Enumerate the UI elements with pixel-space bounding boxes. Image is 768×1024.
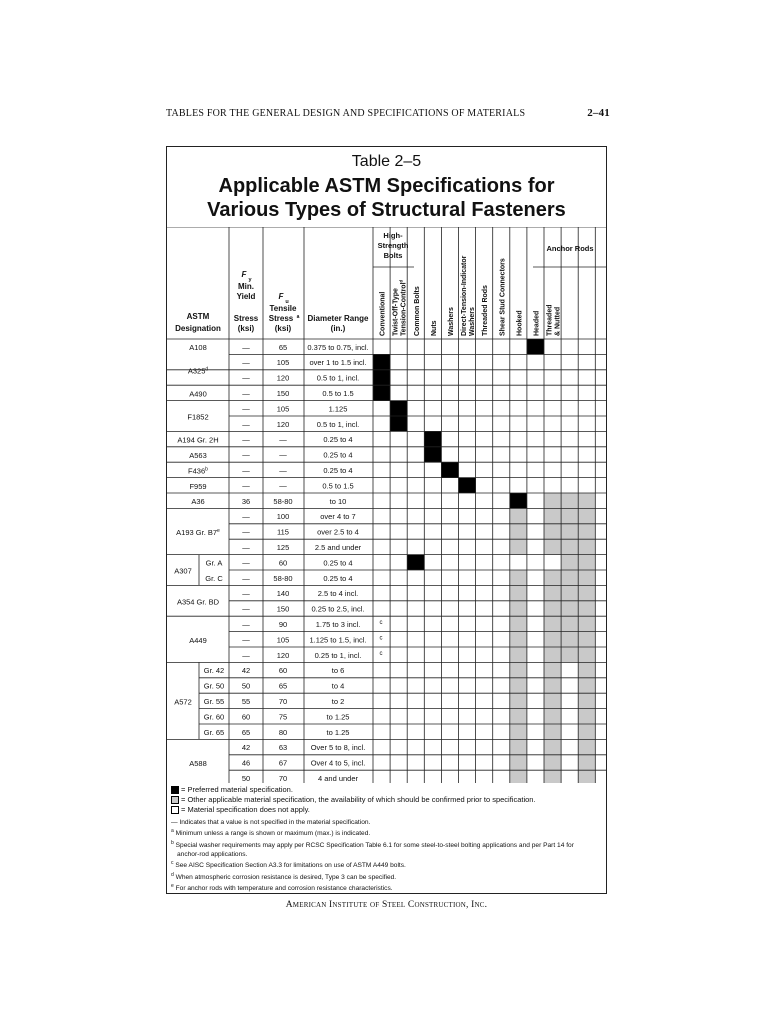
footnote-text: When atmospheric corrosion resistance is desired, Type 3 can be specified. — [175, 873, 397, 881]
preferred-cell — [527, 339, 544, 354]
other-cell — [544, 647, 561, 662]
footnote — [171, 871, 603, 883]
fu-value: 70 — [278, 774, 288, 783]
other-cell — [578, 647, 595, 662]
footnote-text: — Indicates that a value is not specified in the material specification. — [171, 819, 371, 826]
preferred-cell — [424, 447, 441, 462]
fu-value: — — [279, 466, 287, 475]
footnote-marker: e — [171, 883, 174, 890]
fu-header: F — [278, 292, 284, 301]
diameter-value: to 1.25 — [326, 712, 350, 722]
diameter-value: to 6 — [331, 666, 345, 676]
footnote-text: Special washer requirements may apply per RCSC Specification Table 6.1 for some steel-to-steel bolting applications and per Part 14 for — [175, 842, 574, 850]
fastener-type-superscript: d — [398, 279, 404, 283]
other-cell — [544, 693, 561, 708]
fy-value: — — [242, 466, 250, 475]
other-cell — [578, 601, 595, 616]
other-cell — [544, 493, 561, 508]
other-cell — [544, 601, 561, 616]
designation-label: A194 Gr. 2H — [177, 435, 219, 445]
fy-value: 60 — [241, 712, 251, 722]
designation-label: A449 — [189, 635, 207, 645]
fu-value: 60 — [278, 558, 288, 568]
designation-label: A307 — [174, 566, 192, 576]
diameter-value: 1.75 to 3 incl. — [315, 620, 361, 629]
fu-value: 65 — [278, 681, 288, 691]
other-cell — [578, 755, 595, 770]
fy-value: — — [242, 527, 250, 537]
preferred-cell — [407, 555, 424, 570]
other-cell — [510, 678, 527, 693]
other-cell — [544, 508, 561, 523]
other-cell — [510, 508, 527, 523]
other-cell — [544, 739, 561, 754]
diameter-value: to 1.25 — [326, 727, 350, 737]
diameter-value: to 4 — [331, 681, 345, 691]
designation-label: A193 Gr. B7e — [176, 528, 220, 537]
legend-preferred-text: = Preferred material specification. — [181, 785, 293, 794]
fu-value: 115 — [277, 527, 289, 537]
fu-header: (ksi) — [274, 324, 292, 333]
preferred-cell — [373, 370, 390, 385]
footnote — [171, 851, 603, 859]
fastener-type-header: Conventional — [379, 291, 387, 336]
fy-value: 42 — [241, 743, 251, 753]
legend-other-text: = Other applicable material specification, the availability of which should be confirmed prior to specification. — [181, 795, 536, 804]
other-cell — [544, 585, 561, 600]
fu-value: 105 — [276, 635, 290, 645]
fu-value: 120 — [276, 650, 290, 660]
grade-label: Gr. 42 — [203, 666, 225, 676]
fy-value: — — [242, 435, 250, 445]
page-header-title: TABLES FOR THE GENERAL DESIGN AND SPECIFICATIONS OF MATERIALS — [166, 108, 526, 119]
diameter-value: 2.5 to 4 incl. — [317, 589, 359, 599]
diameter-value: over 2.5 to 4 — [317, 527, 359, 537]
other-cell — [510, 724, 527, 739]
designation-superscript: e — [217, 528, 220, 534]
other-cell — [578, 693, 595, 708]
diameter-value: 0.25 to 4 — [323, 450, 353, 460]
gray-swatch-icon — [171, 796, 179, 804]
other-cell — [561, 508, 578, 523]
other-cell — [578, 662, 595, 677]
other-cell — [561, 632, 578, 647]
fu-value: — — [279, 450, 287, 460]
fy-value: 36 — [241, 496, 251, 506]
diameter-value: to 2 — [331, 697, 345, 706]
other-cell — [510, 570, 527, 585]
fu-value: 140 — [276, 589, 290, 599]
diameter-value: 0.5 to 1, incl. — [316, 419, 360, 429]
other-cell — [510, 693, 527, 708]
fu-header: Stress — [268, 314, 294, 323]
footnote-c-mark: c — [379, 620, 383, 627]
fastener-type-header: Hooked — [516, 310, 524, 336]
other-cell — [561, 570, 578, 585]
other-cell — [544, 616, 561, 631]
preferred-cell — [373, 354, 390, 369]
fy-value: — — [242, 543, 250, 552]
grade-label: Gr. 50 — [203, 681, 225, 691]
fu-value: 65 — [278, 342, 288, 352]
fy-value: 46 — [241, 758, 251, 768]
other-cell — [578, 739, 595, 754]
preferred-cell — [390, 416, 407, 431]
table-title-line1: Applicable ASTM Specifications for — [218, 175, 555, 197]
fy-value: — — [242, 620, 250, 629]
fastener-type-header: Threaded Rods — [482, 285, 490, 336]
fu-header-superscript: a — [296, 314, 300, 320]
fu-value: 105 — [276, 358, 290, 368]
fu-value: 105 — [276, 404, 290, 414]
specification-table — [167, 227, 606, 783]
other-cell — [578, 539, 595, 554]
fu-value: 60 — [278, 666, 288, 676]
other-cell — [510, 770, 527, 783]
fy-value: — — [242, 558, 250, 568]
footnote-c-mark: c — [379, 635, 383, 642]
other-cell — [544, 539, 561, 554]
page-footer: American Institute of Steel Construction, Inc. — [285, 900, 488, 910]
fy-header: (ksi) — [237, 324, 255, 333]
high-strength-header: Strength — [377, 241, 409, 250]
fu-value: 70 — [278, 697, 288, 706]
fy-value: — — [242, 389, 250, 398]
fy-header: F — [241, 270, 247, 279]
diameter-value: 2.5 and under — [314, 543, 362, 552]
diameter-value: 1.125 to 1.5, incl. — [309, 635, 367, 645]
fastener-type-header: Tension-Control$^d$ — [398, 279, 408, 336]
other-cell — [544, 770, 561, 783]
footnote-text: See AISC Specification Section A3.3 for limitations on use of ASTM A449 bolts. — [175, 862, 406, 870]
diameter-value: 0.25 to 4 — [323, 466, 353, 475]
fy-value: — — [242, 342, 250, 352]
fastener-type-header: Nuts — [430, 320, 438, 336]
other-cell — [578, 678, 595, 693]
diameter-value: 0.25 to 4 — [323, 573, 353, 583]
legend-preferred — [171, 785, 293, 795]
preferred-cell — [390, 401, 407, 416]
grade-label: Gr. C — [205, 573, 223, 583]
preferred-cell — [510, 493, 527, 508]
diameter-value: Over 4 to 5, incl. — [310, 758, 366, 768]
diameter-value: to 10 — [329, 496, 347, 506]
other-cell — [544, 724, 561, 739]
footnote — [171, 859, 603, 871]
preferred-cell — [373, 385, 390, 400]
preferred-cell — [424, 431, 441, 446]
fy-header: Stress — [233, 314, 259, 323]
other-cell — [510, 616, 527, 631]
fu-value: 80 — [278, 727, 288, 737]
page-number: 2–41 — [587, 107, 610, 119]
fy-value: — — [242, 481, 250, 491]
legend-other — [171, 795, 536, 805]
grade-label: Gr. 65 — [203, 727, 225, 737]
fu-value: 150 — [276, 604, 290, 614]
designation-header: Designation — [175, 324, 221, 333]
other-cell — [544, 632, 561, 647]
designation-label: A490 — [189, 389, 207, 399]
other-cell — [561, 555, 578, 570]
fu-value: 100 — [276, 512, 290, 522]
other-cell — [510, 524, 527, 539]
fu-value: 75 — [278, 712, 288, 722]
designation-label: A354 Gr. BD — [176, 597, 220, 607]
fastener-type-header: Washers — [447, 307, 455, 336]
fu-value: 58-80 — [273, 573, 293, 583]
other-cell — [578, 570, 595, 585]
fy-value: — — [242, 404, 250, 414]
other-cell — [561, 539, 578, 554]
fu-header-subscript: u — [285, 299, 289, 305]
other-cell — [578, 770, 595, 783]
footnote-marker: c — [171, 860, 174, 866]
other-cell — [544, 755, 561, 770]
fy-value: — — [242, 650, 250, 660]
fy-value: — — [242, 450, 250, 460]
fy-value: 50 — [241, 774, 251, 783]
table-number: Table 2–5 — [351, 153, 422, 170]
diameter-value: 4 and under — [317, 774, 359, 783]
legend-not-apply-text: = Material specification does not apply. — [181, 805, 310, 814]
footnote-marker: d — [171, 871, 174, 878]
fu-value: 90 — [278, 620, 288, 629]
high-strength-header: Bolts — [383, 251, 403, 260]
other-cell — [510, 539, 527, 554]
other-cell — [561, 585, 578, 600]
grade-label: Gr. A — [205, 558, 223, 568]
footnote-marker: b — [171, 840, 174, 846]
legend-not-apply — [171, 805, 310, 815]
fastener-type-header: Threaded — [546, 304, 554, 336]
fy-value: — — [242, 419, 250, 429]
white-swatch-icon — [171, 806, 179, 814]
diameter-value: 0.5 to 1.5 — [322, 389, 354, 398]
other-cell — [510, 601, 527, 616]
diameter-header: Diameter Range — [307, 314, 369, 323]
fy-value: 65 — [241, 727, 251, 737]
other-cell — [544, 570, 561, 585]
other-cell — [578, 508, 595, 523]
fy-value: — — [242, 589, 250, 599]
fy-value: — — [242, 635, 250, 645]
fy-value: 50 — [241, 681, 251, 691]
other-cell — [544, 709, 561, 724]
fastener-type-header: Shear Stud Connectors — [499, 258, 507, 336]
diameter-header: (in.) — [330, 324, 346, 333]
other-cell — [578, 524, 595, 539]
other-cell — [510, 755, 527, 770]
designation-label: A563 — [189, 451, 207, 460]
diameter-value: 1.125 — [328, 404, 348, 414]
preferred-cell — [459, 478, 476, 493]
diameter-value: over 4 to 7 — [320, 512, 356, 522]
other-cell — [578, 555, 595, 570]
other-cell — [561, 647, 578, 662]
diameter-value: 0.25 to 2.5, incl. — [311, 604, 365, 614]
other-cell — [578, 632, 595, 647]
grade-label: Gr. 60 — [203, 712, 225, 722]
other-cell — [510, 739, 527, 754]
fu-value: 150 — [276, 389, 290, 398]
fu-header: Tensile — [269, 304, 297, 313]
diameter-value: 0.375 to 0.75, incl. — [307, 342, 369, 352]
anchor-rods-header: Anchor Rods — [546, 244, 594, 253]
other-cell — [544, 524, 561, 539]
other-cell — [561, 524, 578, 539]
fu-value: 125 — [276, 543, 290, 552]
fu-value: 58-80 — [273, 496, 293, 506]
fy-value: 42 — [241, 666, 251, 676]
fy-value: 55 — [241, 697, 251, 706]
diameter-value: over 1 to 1.5 incl. — [309, 358, 367, 368]
other-cell — [578, 709, 595, 724]
table-caption — [167, 147, 606, 227]
fu-value: 120 — [276, 419, 290, 429]
designation-superscript: d — [205, 366, 209, 373]
preferred-cell — [441, 462, 458, 477]
designation-label: A108 — [189, 343, 207, 353]
fu-value: 63 — [278, 743, 288, 753]
fy-value: — — [242, 373, 250, 383]
other-cell — [578, 616, 595, 631]
fy-header: Yield — [236, 292, 256, 301]
other-cell — [510, 585, 527, 600]
footnote-text: anchor-rod applications. — [177, 850, 248, 858]
other-cell — [510, 709, 527, 724]
fastener-type-header: Direct-Tension-Indicator — [461, 255, 469, 336]
fu-value: 120 — [276, 373, 290, 383]
other-cell — [510, 632, 527, 647]
other-cell — [578, 585, 595, 600]
fastener-type-header: & Nutted — [554, 306, 562, 336]
designation-superscript: b — [205, 466, 208, 473]
footnote-text: For anchor rods with temperature and corrosion resistance characteristics. — [175, 885, 393, 893]
black-swatch-icon — [171, 786, 179, 794]
designation-label: A588 — [189, 759, 207, 768]
designation-label: F1852 — [187, 412, 209, 422]
table-title-line2: Various Types of Structural Fasteners — [207, 199, 566, 221]
fy-header-subscript: y — [248, 277, 252, 283]
diameter-value: 0.25 to 1, incl. — [314, 650, 362, 660]
other-cell — [561, 616, 578, 631]
footnote-marker: a — [171, 828, 174, 835]
fy-header: Min. — [238, 282, 254, 291]
fu-value: — — [279, 435, 287, 445]
other-cell — [578, 493, 595, 508]
fy-value: — — [242, 358, 250, 368]
fastener-type-header: Twist-Off-Type — [392, 288, 400, 336]
fy-value: — — [242, 512, 250, 522]
other-cell — [544, 678, 561, 693]
diameter-value: 0.25 to 4 — [323, 435, 353, 445]
high-strength-header: High- — [383, 231, 403, 240]
diameter-value: 0.5 to 1, incl. — [316, 373, 360, 383]
designation-label: A325$^d$ — [187, 366, 209, 376]
grade-label: Gr. 55 — [203, 697, 225, 706]
designation-label: F959 — [189, 481, 207, 491]
footnote — [171, 827, 603, 839]
fu-value: 67 — [278, 758, 288, 768]
footnote — [171, 819, 603, 827]
footnotes — [171, 819, 603, 894]
diameter-value: 0.5 to 1.5 — [322, 481, 354, 491]
fy-value: — — [242, 573, 250, 583]
other-cell — [561, 493, 578, 508]
page-header — [166, 106, 610, 122]
fastener-type-header: Washers — [469, 307, 477, 336]
other-cell — [510, 662, 527, 677]
diameter-value: 0.25 to 4 — [323, 558, 353, 568]
other-cell — [561, 601, 578, 616]
fu-value: — — [279, 481, 287, 491]
fastener-type-header: Common Bolts — [413, 286, 421, 336]
other-cell — [578, 724, 595, 739]
footnote-text: Minimum unless a range is shown or maximum (max.) is indicated. — [175, 830, 371, 838]
designation-label: A36 — [191, 497, 205, 507]
other-cell — [544, 662, 561, 677]
designation-label: F436$^b$ — [188, 466, 208, 476]
diameter-value: Over 5 to 8, incl. — [310, 743, 366, 753]
fy-value: — — [242, 604, 250, 614]
other-cell — [510, 647, 527, 662]
footnote — [171, 839, 603, 851]
table-box — [166, 146, 607, 894]
footnote — [171, 882, 603, 894]
designation-label: A572 — [174, 697, 192, 707]
designation-header: ASTM — [186, 312, 210, 321]
fastener-type-header: Headed — [533, 310, 541, 336]
footnote-c-mark: c — [379, 651, 383, 657]
